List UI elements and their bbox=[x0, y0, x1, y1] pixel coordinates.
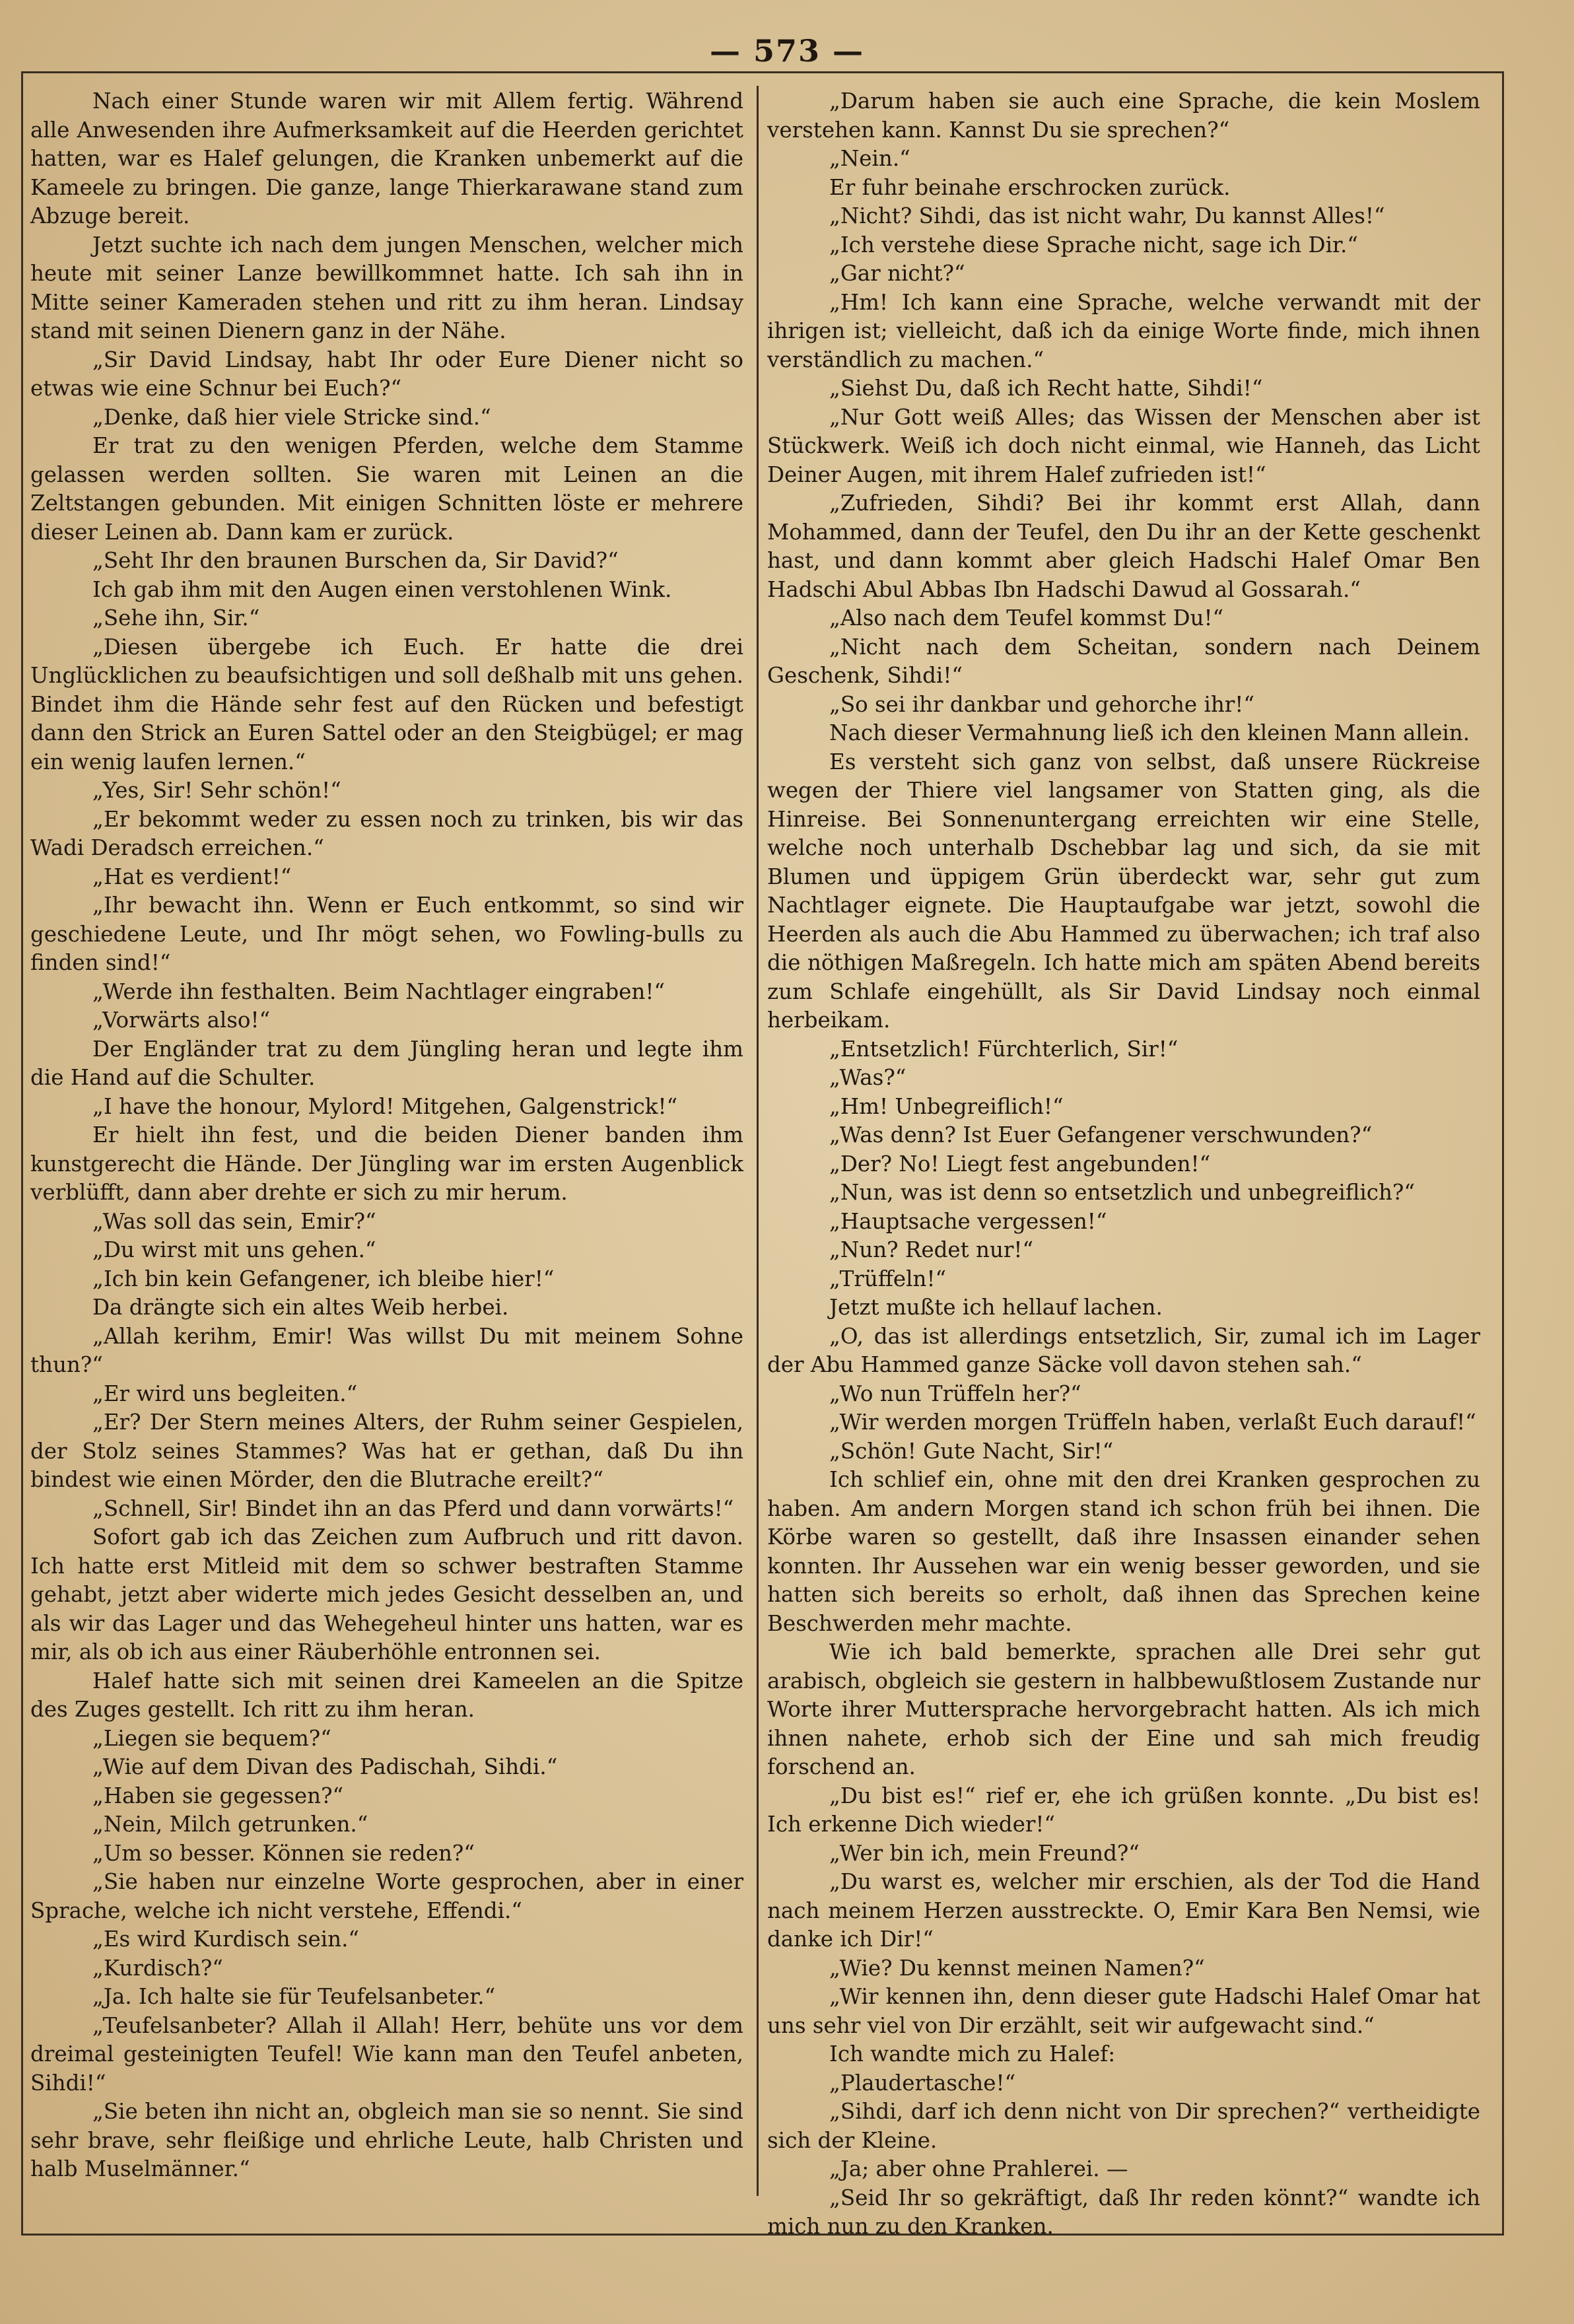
paragraph: „Er? Der Stern meines Alters, der Ruhm seiner Gespielen, der Stolz seines Stammes? Was hat er gethan, daß Du ihn bindest wie einen Mörder, den die Blutrache ereilt?“ bbox=[30, 1410, 743, 1492]
paragraph: „O, das ist allerdings entsetzlich, Sir, zumal ich im Lager der Abu Hammed ganze Säcke voll davon stehen sah.“ bbox=[767, 1323, 1480, 1377]
paragraph: „Wo nun Trüffeln her?“ bbox=[829, 1381, 1081, 1406]
paragraph: „Ja; aber ohne Prahlerei. — bbox=[829, 2156, 1128, 2181]
paragraph: „Nun? Redet nur!“ bbox=[829, 1237, 1034, 1262]
paragraph: „Nur Gott weiß Alles; das Wissen der Menschen aber ist Stückwerk. Weiß ich doch nicht einmal, wie Hanneh, das Licht Deiner Augen, mit ihrem Halef zufrieden ist!“ bbox=[767, 404, 1480, 487]
paragraph: „Ja. Ich halte sie für Teufelsanbeter.“ bbox=[92, 1984, 496, 2009]
paragraph: Er hielt ihn fest, und die beiden Diener banden ihm kunstgerecht die Hände. Der Jüngling war im ersten Augenblick verblüfft, dann aber drehte er sich zu mir herum. bbox=[30, 1122, 743, 1205]
paragraph: „Nein, Milch getrunken.“ bbox=[92, 1812, 368, 1837]
paragraph: Sofort gab ich das Zeichen zum Aufbruch und ritt davon. Ich hatte erst Mitleid mit dem so schwer bestraften Stamme gehabt, jetzt aber widerte mich jedes Gesicht desselben an, und als wir das Lager und das Wehegeheul hinter uns hatten, war es mir, als ob ich aus einer Räuberhöhle entronnen sei. bbox=[30, 1524, 743, 1664]
paragraph: „So sei ihr dankbar und gehorche ihr!“ bbox=[829, 691, 1254, 717]
paragraph: „Nicht nach dem Scheitan, sondern nach Deinem Geschenk, Sihdi!“ bbox=[767, 634, 1480, 688]
page-number: — 573 — bbox=[709, 33, 865, 69]
paragraph: „Er wird uns begleiten.“ bbox=[92, 1381, 358, 1406]
paragraph: „Teufelsanbeter? Allah il Allah! Herr, behüte uns vor dem dreimal gesteinigten Teufel! Wie kann man den Teufel anbeten, Sihdi!“ bbox=[30, 2012, 743, 2096]
paragraph: Jetzt suchte ich nach dem jungen Menschen, welcher mich heute mit seiner Lanze bewillkommnet hatte. Ich sah ihn in Mitte seiner Kameraden stehen und ritt zu ihm heran. Lindsay stand mit seinen Dienern ganz in der Nähe. bbox=[30, 232, 743, 343]
paragraph: „Werde ihn festhalten. Beim Nachtlager eingraben!“ bbox=[92, 978, 666, 1004]
paragraph: „Trüffeln!“ bbox=[829, 1266, 947, 1291]
right-column bbox=[767, 87, 1480, 2241]
paragraph: „Wir kennen ihn, denn dieser gute Hadschi Halef Omar hat uns sehr viel von Dir erzählt, seit wir aufgewacht sind.“ bbox=[767, 1984, 1480, 2038]
paragraph: „Hm! Ich kann eine Sprache, welche verwandt mit der ihrigen ist; vielleicht, daß ich da einige Worte finde, mich ihnen verständlich zu machen.“ bbox=[767, 289, 1480, 372]
paragraph: Da drängte sich ein altes Weib herbei. bbox=[92, 1295, 509, 1320]
paragraph: Er fuhr beinahe erschrocken zurück. bbox=[829, 174, 1231, 200]
paragraph: „Haben sie gegessen?“ bbox=[92, 1783, 344, 1808]
paragraph: Er trat zu den wenigen Pferden, welche dem Stamme gelassen werden sollten. Sie waren mit Leinen an die Zeltstangen gebunden. Mit einigen Schnitten löste er mehrere dieser Leinen ab. Dann kam er zurück. bbox=[30, 433, 743, 545]
paragraph: Halef hatte sich mit seinen drei Kameelen an die Spitze des Zuges gestellt. Ich ritt zu ihm heran. bbox=[30, 1668, 743, 1722]
paragraph: „Ich verstehe diese Sprache nicht, sage ich Dir.“ bbox=[829, 232, 1358, 257]
paragraph: „Sihdi, darf ich denn nicht von Dir sprechen?“ vertheidigte sich der Kleine. bbox=[767, 2099, 1480, 2153]
paragraph: Jetzt mußte ich hellauf lachen. bbox=[829, 1295, 1163, 1320]
paragraph: „Hat es verdient!“ bbox=[92, 864, 292, 889]
paragraph: „Er bekommt weder zu essen noch zu trinken, bis wir das Wadi Deradsch erreichen.“ bbox=[30, 806, 743, 860]
paragraph: „Du warst es, welcher mir erschien, als der Tod die Hand nach meinem Herzen ausstreckte. O, Emir Kara Ben Nemsi, wie danke ich Dir!“ bbox=[767, 1869, 1480, 1952]
paragraph: „Um so besser. Können sie reden?“ bbox=[92, 1840, 475, 1866]
paragraph: Nach dieser Vermahnung ließ ich den kleinen Mann allein. bbox=[829, 720, 1470, 745]
paragraph: „Wir werden morgen Trüffeln haben, verlaßt Euch darauf!“ bbox=[829, 1410, 1476, 1435]
paragraph: „Siehst Du, daß ich Recht hatte, Sihdi!“ bbox=[829, 376, 1263, 401]
paragraph: „Diesen übergebe ich Euch. Er hatte die drei Unglücklichen zu beaufsichtigen und soll deßhalb mit uns gehen. Bindet ihm die Hände sehr fest auf den Rücken und befestigt dann den Strick an Euren Sattel oder an den Steigbügel; er mag ein wenig laufen lernen.“ bbox=[30, 634, 743, 774]
paragraph: „Schön! Gute Nacht, Sir!“ bbox=[829, 1438, 1114, 1464]
paragraph: „Schnell, Sir! Bindet ihn an das Pferd und dann vorwärts!“ bbox=[92, 1495, 734, 1521]
paragraph: „Allah kerihm, Emir! Was willst Du mit meinem Sohne thun?“ bbox=[30, 1323, 743, 1377]
paragraph: „Seid Ihr so gekräftigt, daß Ihr reden könnt?“ wandte ich mich nun zu den Kranken. bbox=[767, 2185, 1480, 2239]
paragraph: Es versteht sich ganz von selbst, daß unsere Rückreise wegen der Thiere viel langsamer von Statten ging, als die Hinreise. Bei Sonnenuntergang erreichten wir eine Stelle, welche noch unterhalb Dschebbar lag und sich, da sie mit Blumen und üppigem Grün überdeckt war, sehr gut zum Nachtlager eignete. Die Hauptaufgabe war jetzt, sowohl die Heerden als auch die Abu Hammed zu überwachen; ich traf also die nöthigen Maßregeln. Ich hatte mich am späten Abend bereits zum Schlafe eingehüllt, als Sir David Lindsay noch einmal herbeikam. bbox=[767, 749, 1480, 1033]
paragraph: „Was?“ bbox=[829, 1065, 907, 1090]
paragraph: „Was denn? Ist Euer Gefangener verschwunden?“ bbox=[829, 1122, 1373, 1147]
paragraph: „Nein.“ bbox=[829, 146, 910, 171]
paragraph: „Also nach dem Teufel kommst Du!“ bbox=[829, 605, 1224, 631]
paragraph: „Sehe ihn, Sir.“ bbox=[92, 605, 260, 631]
paragraph: „Nicht? Sihdi, das ist nicht wahr, Du kannst Alles!“ bbox=[829, 203, 1385, 228]
paragraph: „Entsetzlich! Fürchterlich, Sir!“ bbox=[829, 1036, 1179, 1062]
column-divider bbox=[757, 86, 759, 2196]
paragraph: „Gar nicht?“ bbox=[829, 261, 965, 286]
paragraph: „Wie? Du kennst meinen Namen?“ bbox=[829, 1955, 1205, 1981]
paragraph: „Yes, Sir! Sehr schön!“ bbox=[92, 778, 341, 803]
paragraph: „Du wirst mit uns gehen.“ bbox=[92, 1237, 376, 1262]
paragraph: „Hm! Unbegreiflich!“ bbox=[829, 1093, 1064, 1119]
paragraph: „Sir David Lindsay, habt Ihr oder Eure Diener nicht so etwas wie eine Schnur bei Euch?“ bbox=[30, 347, 743, 401]
paragraph: „Vorwärts also!“ bbox=[92, 1008, 271, 1033]
paragraph: Ich schlief ein, ohne mit den drei Kranken gesprochen zu haben. Am andern Morgen stand ich schon früh bei ihnen. Die Körbe waren so gestellt, daß ihre Insassen einander sehen konnten. Ihr Aussehen war ein wenig besser geworden, und sie hatten sich bereits so erholt, daß ihnen das Sprechen keine Beschwerden mehr machte. bbox=[767, 1467, 1480, 1636]
paragraph: „Was soll das sein, Emir?“ bbox=[92, 1208, 376, 1234]
paragraph: „Wer bin ich, mein Freund?“ bbox=[829, 1840, 1140, 1866]
paragraph: „Es wird Kurdisch sein.“ bbox=[92, 1927, 360, 1952]
paragraph: Nach einer Stunde waren wir mit Allem fertig. Während alle Anwesenden ihre Aufmerksamkeit auf die Heerden gerichtet hatten, war es Halef gelungen, die Kranken unbemerkt auf die Kameele zu bringen. Die ganze, lange Thierkarawane stand zum Abzuge bereit. bbox=[30, 88, 743, 228]
paragraph: „Zufrieden, Sihdi? Bei ihr kommt erst Allah, dann Mohammed, dann der Teufel, den Du ihr an der Kette geschenkt hast, und dann kommt aber gleich Hadschi Halef Omar Ben Hadschi Abul Abbas Ibn Hadschi Dawud al Gossarah.“ bbox=[767, 491, 1480, 602]
paragraph: „Sie haben nur einzelne Worte gesprochen, aber in einer Sprache, welche ich nicht verstehe, Effendi.“ bbox=[30, 1869, 743, 1923]
paragraph: „Ich bin kein Gefangener, ich bleibe hier!“ bbox=[92, 1266, 555, 1291]
paragraph: „Denke, daß hier viele Stricke sind.“ bbox=[92, 404, 491, 430]
paragraph: „Hauptsache vergessen!“ bbox=[829, 1208, 1107, 1234]
paragraph: Ich gab ihm mit den Augen einen verstohlenen Wink. bbox=[92, 576, 672, 602]
paragraph: „Der? No! Liegt fest angebunden!“ bbox=[829, 1151, 1211, 1177]
paragraph: „Kurdisch?“ bbox=[92, 1955, 223, 1981]
paragraph: Wie ich bald bemerkte, sprachen alle Drei sehr gut arabisch, obgleich sie gestern in halbbewußtlosem Zustande nur Worte ihrer Muttersprache hervorgebracht hatten. Als ich mich ihnen nahete, erhob sich der Eine und sah mich freudig forschend an. bbox=[767, 1639, 1480, 1779]
paragraph: „Plaudertasche!“ bbox=[829, 2070, 1016, 2096]
paragraph: „Darum haben sie auch eine Sprache, die kein Moslem verstehen kann. Kannst Du sie sprechen?“ bbox=[767, 88, 1480, 143]
paragraph: „Liegen sie bequem?“ bbox=[92, 1725, 331, 1751]
paragraph: „Seht Ihr den braunen Burschen da, Sir David?“ bbox=[92, 548, 619, 573]
paragraph: „Du bist es!“ rief er, ehe ich grüßen konnte. „Du bist es! Ich erkenne Dich wieder!“ bbox=[767, 1783, 1480, 1837]
paragraph: Der Engländer trat zu dem Jüngling heran und legte ihm die Hand auf die Schulter. bbox=[30, 1036, 743, 1090]
paragraph: „Sie beten ihn nicht an, obgleich man sie so nennt. Sie sind sehr brave, sehr fleißige und ehrliche Leute, halb Christen und halb Muselmänner.“ bbox=[30, 2099, 743, 2181]
paragraph: „Ihr bewacht ihn. Wenn er Euch entkommt, so sind wir geschiedene Leute, und Ihr mögt sehen, wo Fowling-bulls zu finden sind!“ bbox=[30, 893, 743, 975]
paragraph: „I have the honour, Mylord! Mitgehen, Galgenstrick!“ bbox=[92, 1093, 678, 1119]
paragraph: Ich wandte mich zu Halef: bbox=[829, 2041, 1116, 2067]
paragraph: „Wie auf dem Divan des Padischah, Sihdi.“ bbox=[92, 1754, 558, 1779]
paragraph: „Nun, was ist denn so entsetzlich und unbegreiflich?“ bbox=[829, 1180, 1415, 1205]
left-column bbox=[30, 87, 743, 2184]
